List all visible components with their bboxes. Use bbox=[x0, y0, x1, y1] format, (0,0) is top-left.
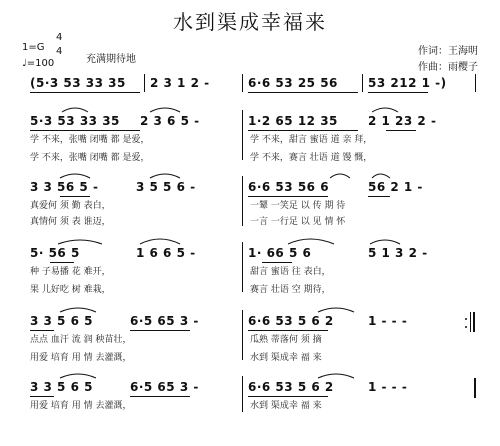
slur bbox=[150, 174, 180, 178]
row-2-measure-3-notes: 1·2 65 12 35 bbox=[248, 114, 338, 128]
slur bbox=[60, 174, 90, 178]
composer-credit: 作曲：雨樱子 bbox=[418, 62, 478, 73]
row-4-measure-2-notes: 1 6 6 5 - bbox=[136, 246, 196, 260]
slur bbox=[140, 239, 180, 244]
time-signature-top: 4 bbox=[56, 32, 63, 43]
row-1-measure-2-notes: 2 3 1 2 - bbox=[150, 76, 210, 90]
slur bbox=[62, 108, 88, 112]
row-2-lyrics-a-left: 学 不来，张嘴 闭嘴 都 是爱， bbox=[30, 135, 150, 145]
row-3-lyrics-b-left: 真情何 须 表 谁迈， bbox=[30, 217, 111, 227]
row-2-lyrics-a-right: 学 不来，甜言 蜜语 道 亲 拜， bbox=[250, 135, 373, 145]
row-4-measure-1-notes: 5· 56 5 bbox=[30, 246, 80, 260]
row-3-lyrics-a-left: 真爱何 须 勤 表白， bbox=[30, 201, 111, 211]
row-3-measure-1-notes: 3 3 56 5 - bbox=[30, 180, 99, 194]
lyricist-credit: 作词：王海明 bbox=[418, 46, 478, 57]
row-2-lyrics-b-left: 学 不来，张嘴 闭嘴 都 是爱， bbox=[30, 153, 150, 163]
slur bbox=[288, 239, 334, 244]
row-6-measure-2-notes: 6·5 65 3 - bbox=[130, 380, 199, 394]
row-4-measure-3-notes: 1· 66 5 6 bbox=[248, 246, 312, 260]
row-4-measure-4-notes: 5 1 3 2 - bbox=[368, 246, 428, 260]
row-1-measure-1-notes: (5·3 53 33 35 bbox=[30, 76, 126, 90]
row-1-measure-3-notes: 6·6 53 25 56 bbox=[248, 76, 338, 90]
slur bbox=[372, 108, 398, 112]
row-5-measure-1-notes: 3 3 5 6 5 bbox=[30, 314, 93, 328]
row-5-lyrics-b-left: 用爱 培育 用 情 去灌溉， bbox=[30, 353, 132, 363]
row-6-lyrics-left: 用爱 培育 用 情 去灌溉， bbox=[30, 401, 132, 411]
slur bbox=[330, 174, 350, 178]
time-signature-bottom: 4 bbox=[56, 46, 63, 57]
slur bbox=[58, 240, 102, 244]
row-2-measure-1-notes: 5·3 53 33 35 bbox=[30, 114, 120, 128]
expression-marking: 充满期待地 bbox=[86, 54, 136, 65]
row-6-measure-1-notes: 3 3 5 6 5 bbox=[30, 380, 93, 394]
row-3-measure-4-notes: 56 2 1 - bbox=[368, 180, 423, 194]
row-6-lyrics-right: 水到 渠成幸 福 来 bbox=[250, 401, 322, 411]
slur bbox=[60, 308, 96, 312]
slur bbox=[370, 240, 400, 244]
row-3-lyrics-a-right: 一颦 一笑足 以 传 期 待 bbox=[250, 201, 346, 211]
row-2-measure-4-notes: 2 1 23 2 - bbox=[368, 114, 437, 128]
row-5-lyrics-a-right: 瓜熟 蒂落何 须 摘 bbox=[250, 335, 322, 345]
row-3-lyrics-b-right: 一言 一行足 以 见 情 怀 bbox=[250, 217, 346, 227]
slur bbox=[318, 374, 354, 378]
row-4-lyrics-a-right: 甜言 蜜语 往 表白， bbox=[250, 267, 331, 277]
row-5-measure-2-notes: 6·5 65 3 - bbox=[130, 314, 199, 328]
row-1-measure-4-notes: 53 212 1 -) bbox=[368, 76, 447, 90]
row-3-measure-2-notes: 3 5 5 6 - bbox=[136, 180, 196, 194]
row-2-measure-2-notes: 2 3 6 5 - bbox=[140, 114, 200, 128]
slur bbox=[372, 174, 390, 178]
song-title: 水到渠成幸福来 bbox=[173, 10, 327, 34]
row-4-lyrics-a-left: 种 子易播 花 难开， bbox=[30, 267, 111, 277]
row-4-lyrics-b-left: 果 儿好吃 树 难栽， bbox=[30, 285, 111, 295]
slur bbox=[60, 374, 96, 378]
slur bbox=[318, 308, 354, 312]
key-signature: 1=G bbox=[22, 42, 45, 53]
row-2-lyrics-b-right: 学 不来，赛言 壮语 道 馒 慨， bbox=[250, 153, 373, 163]
row-5-measure-4-notes: 1 - - - bbox=[368, 314, 408, 328]
row-6-measure-4-notes: 1 - - - bbox=[368, 380, 408, 394]
row-5-lyrics-a-left: 点点 血汗 流 润 秧苗壮， bbox=[30, 335, 132, 345]
row-5-measure-3-notes: 6·6 53 5 6 2 bbox=[248, 314, 334, 328]
row-4-lyrics-b-right: 赛言 壮语 空 期待， bbox=[250, 285, 331, 295]
tempo-marking: ♩=100 bbox=[22, 58, 55, 69]
row-5-lyrics-b-right: 水到 渠成幸 福 来 bbox=[250, 353, 322, 363]
row-3-measure-3-notes: 6·6 53 56 6 bbox=[248, 180, 330, 194]
slur bbox=[150, 108, 180, 112]
row-6-measure-3-notes: 6·6 53 5 6 2 bbox=[248, 380, 334, 394]
